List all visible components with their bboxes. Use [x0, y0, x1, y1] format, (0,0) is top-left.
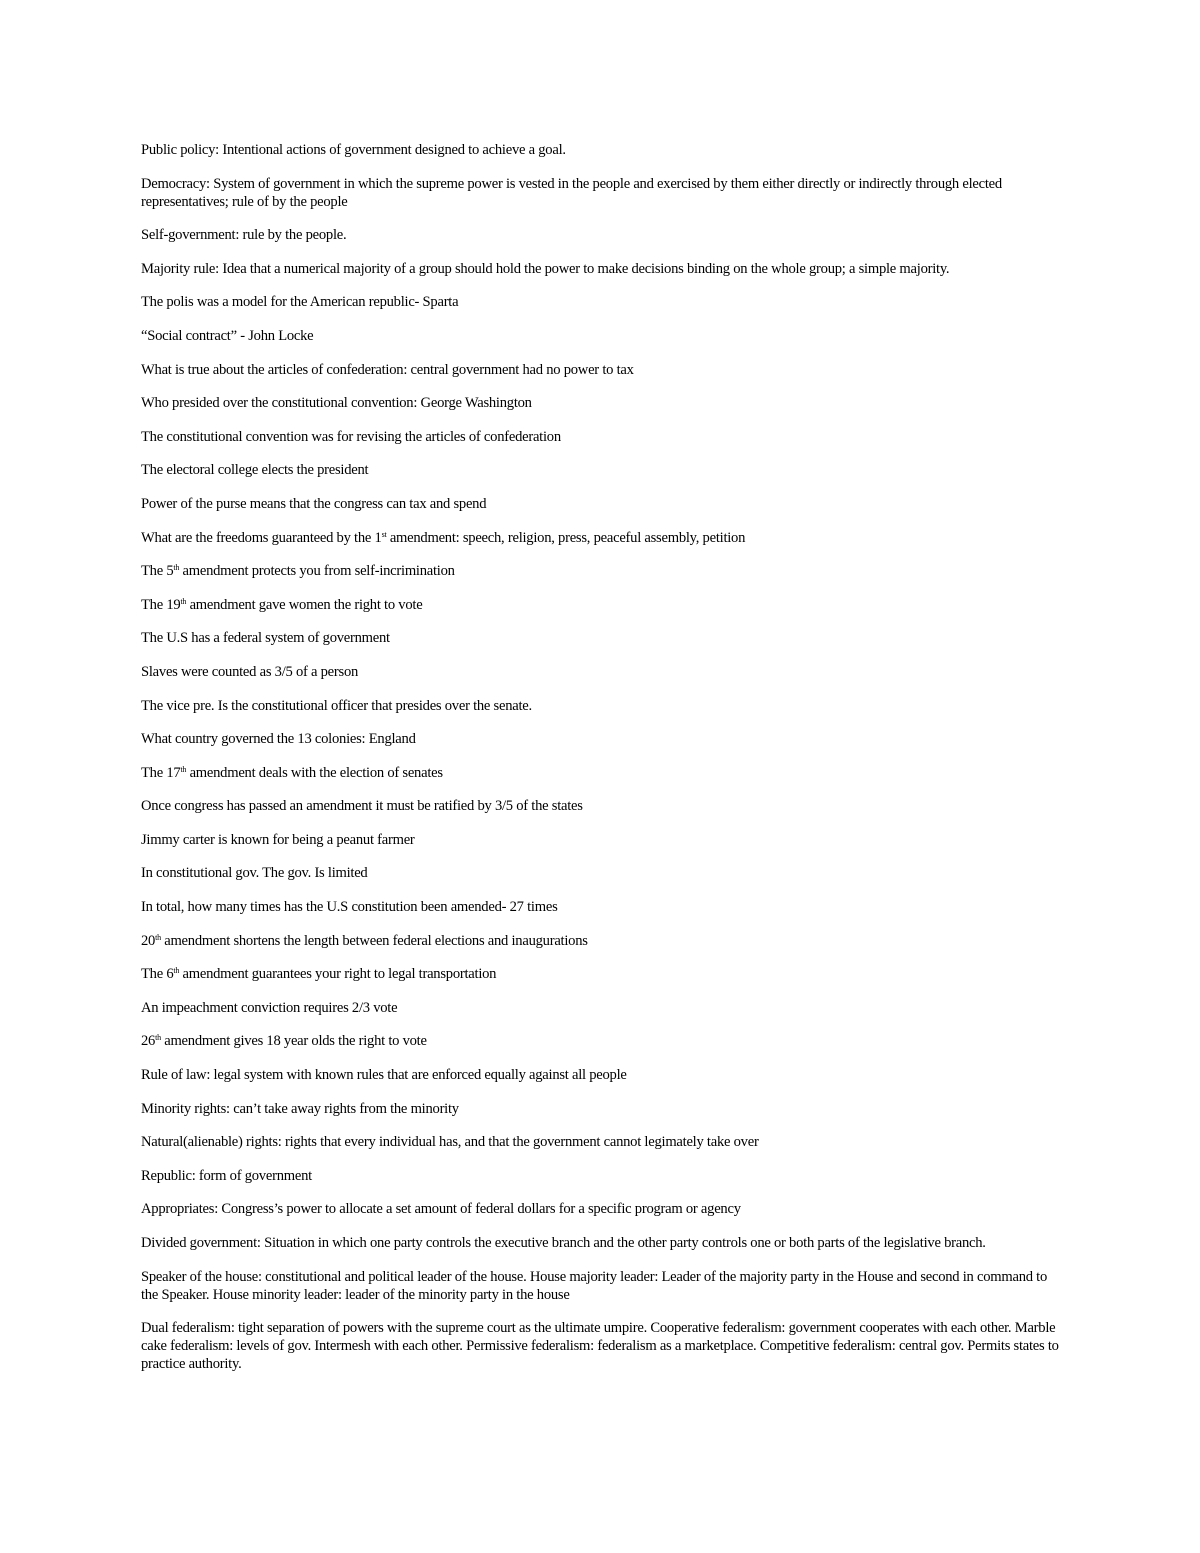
- paragraph-text: What are the freedoms guaranteed by the 1: [141, 529, 382, 546]
- paragraph-federal-system: The U.S has a federal system of government: [141, 630, 390, 647]
- paragraph-text: amendment gives 18 year olds the right to vote: [160, 1033, 427, 1050]
- ordinal-suffix: th: [173, 966, 180, 976]
- paragraph-text: The 6: [141, 966, 174, 983]
- paragraph-social-contract: “Social contract” - John Locke: [141, 327, 314, 344]
- paragraph-sixth-amendment: [141, 965, 1063, 983]
- paragraph-democracy: Democracy: System of government in which the supreme power is vested in the people and exercised by them either directly or indirectly through elected representatives; rule of by the people: [141, 175, 1002, 210]
- paragraph-self-government: Self-government: rule by the people.: [141, 227, 347, 244]
- ordinal-suffix: th: [180, 596, 187, 606]
- paragraph-first-amendment: [141, 529, 1063, 547]
- paragraph-jimmy-carter: Jimmy carter is known for being a peanut farmer: [141, 831, 415, 848]
- paragraph-speaker-of-house: Speaker of the house: constitutional and political leader of the house. House majority leader: Leader of the majority party in the House and second in command to the Speaker. House minority leader: leader of the minority party in the house: [141, 1268, 1048, 1303]
- document-page: [141, 141, 1063, 1389]
- paragraph-federalism-types: Dual federalism: tight separation of powers with the supreme court as the ultimate umpire. Cooperative federalism: government cooperates with each other. Marble cake federalism: levels of gov. Intermesh with each other. Permissive federalism: federalism as a marketplace. Competitive federalism: central gov. Permits states to practice authority.: [141, 1320, 1059, 1373]
- paragraph-nineteenth-amendment: [141, 596, 1063, 614]
- paragraph-colonies: What country governed the 13 colonies: England: [141, 731, 416, 748]
- ordinal-suffix: th: [180, 764, 187, 774]
- paragraph-text: 20: [141, 932, 156, 949]
- paragraph-republic: Republic: form of government: [141, 1167, 312, 1184]
- paragraph-convention-purpose: The constitutional convention was for revising the articles of confederation: [141, 428, 561, 445]
- paragraph-seventeenth-amendment: [141, 764, 1063, 782]
- paragraph-three-fifths: Slaves were counted as 3/5 of a person: [141, 663, 359, 680]
- paragraph-text: amendment guarantees your right to legal transportation: [179, 966, 497, 983]
- paragraph-text: The 17: [141, 764, 181, 781]
- paragraph-text: The 5: [141, 563, 174, 580]
- paragraph-appropriates: Appropriates: Congress’s power to allocate a set amount of federal dollars for a specific program or agency: [141, 1201, 741, 1218]
- paragraph-rule-of-law: Rule of law: legal system with known rules that are enforced equally against all people: [141, 1067, 627, 1084]
- paragraph-impeachment: An impeachment conviction requires 2/3 vote: [141, 999, 398, 1016]
- ordinal-suffix: th: [173, 563, 180, 573]
- paragraph-vice-president: The vice pre. Is the constitutional officer that presides over the senate.: [141, 697, 532, 714]
- paragraph-constitutional-gov: In constitutional gov. The gov. Is limited: [141, 865, 368, 882]
- paragraph-text: amendment: speech, religion, press, peaceful assembly, petition: [386, 529, 746, 546]
- paragraph-fifth-amendment: [141, 562, 1063, 580]
- paragraph-text: amendment protects you from self-incrimination: [179, 563, 455, 580]
- ordinal-suffix: th: [155, 1033, 161, 1043]
- paragraph-twenty-sixth-amendment: [141, 1032, 1063, 1050]
- paragraph-power-of-purse: Power of the purse means that the congress can tax and spend: [141, 495, 487, 512]
- paragraph-text: amendment deals with the election of senates: [186, 764, 443, 781]
- paragraph-text: amendment shortens the length between federal elections and inaugurations: [160, 932, 588, 949]
- paragraph-minority-rights: Minority rights: can’t take away rights from the minority: [141, 1100, 459, 1117]
- paragraph-convention-president: Who presided over the constitutional convention: George Washington: [141, 395, 532, 412]
- paragraph-text: 26: [141, 1033, 156, 1050]
- ordinal-suffix: st: [381, 529, 387, 539]
- paragraph-twentieth-amendment: [141, 932, 1063, 950]
- paragraph-natural-rights: Natural(alienable) rights: rights that every individual has, and that the government cannot legimately take over: [141, 1134, 759, 1151]
- paragraph-text: The 19: [141, 596, 181, 613]
- paragraph-polis: The polis was a model for the American republic- Sparta: [141, 294, 459, 311]
- paragraph-electoral-college: The electoral college elects the president: [141, 462, 369, 479]
- paragraph-articles-confederation: What is true about the articles of confederation: central government had no power to tax: [141, 361, 634, 378]
- paragraph-ratification: Once congress has passed an amendment it must be ratified by 3/5 of the states: [141, 798, 583, 815]
- ordinal-suffix: th: [155, 932, 161, 942]
- paragraph-majority-rule: Majority rule: Idea that a numerical majority of a group should hold the power to make decisions binding on the whole group; a simple majority.: [141, 260, 950, 277]
- paragraph-divided-government: Divided government: Situation in which one party controls the executive branch and the other party controls one or both parts of the legislative branch.: [141, 1235, 986, 1251]
- paragraph-public-policy: Public policy: Intentional actions of government designed to achieve a goal.: [141, 142, 566, 158]
- paragraph-amendment-count: In total, how many times has the U.S constitution been amended- 27 times: [141, 899, 558, 916]
- paragraph-text: amendment gave women the right to vote: [186, 596, 423, 613]
